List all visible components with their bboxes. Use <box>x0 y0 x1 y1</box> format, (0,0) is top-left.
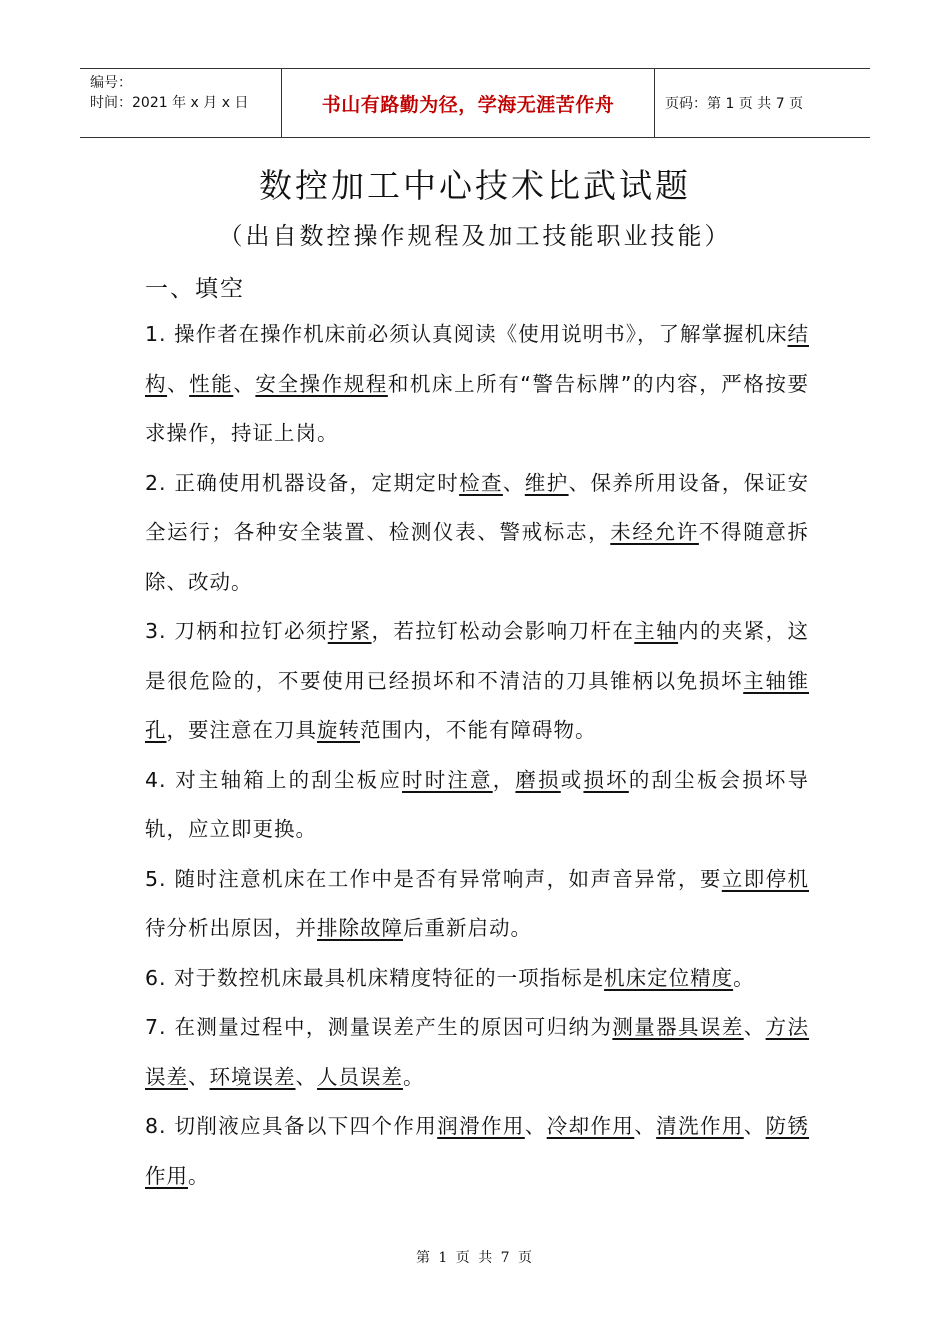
question-text: 范围内，不能有障碍物。 <box>360 718 597 742</box>
question-text: 、保养所用设备，保证安全运行；各种安全装置、检测仪表、警戒标志， <box>145 470 810 544</box>
header-time-label: 时间：2021 年 x 月 x 日 <box>90 95 249 111</box>
answer-blank: 拧紧 <box>327 619 372 643</box>
answer-blank: 主轴锥孔 <box>145 668 810 742</box>
question-text: 7. 在测量过程中，测量误差产生的原因可归纳为 <box>145 1015 613 1039</box>
question-text: 不得随意拆除、改动。 <box>145 520 810 594</box>
question-text: 的刮尘板会损坏导轨，应立即更换。 <box>145 767 810 841</box>
header-page-label: 页码：第 1 页 共 7 页 <box>665 96 804 112</box>
question-text: 、 <box>743 1114 766 1138</box>
section-heading: 一、填空 <box>145 276 245 302</box>
answer-blank: 性能 <box>189 371 234 396</box>
answer-blank: 未经允许 <box>610 520 699 544</box>
question-text: 5. 随时注意机床在工作中是否有异常响声，如声音异常，要 <box>145 866 722 891</box>
document-subtitle: （出自数控操作规程及加工技能职业技能） <box>218 222 732 250</box>
answer-blank: 排除故障 <box>317 916 403 940</box>
answer-blank: 时时注意 <box>402 767 493 792</box>
page-header <box>80 68 870 138</box>
question-text: 、 <box>524 1114 547 1138</box>
document-title: 数控加工中心技术比武试题 <box>259 166 691 205</box>
answer-blank: 润滑作用 <box>437 1114 525 1138</box>
question-text: 后重新启动。 <box>403 916 532 940</box>
answer-blank: 机床定位精度 <box>604 965 734 990</box>
answer-blank: 方法误差 <box>145 1015 810 1089</box>
question-text: 、 <box>233 371 256 396</box>
question-text: 3. 刀柄和拉钉必须 <box>145 619 328 643</box>
header-motto-cell <box>282 69 655 137</box>
question-text: ， <box>492 767 516 792</box>
header-code-label: 编号： <box>90 75 132 91</box>
question-text: 2. 正确使用机器设备，定期定时 <box>145 470 460 495</box>
question-text: 、 <box>295 1064 317 1089</box>
question-text: 1. 操作者在操作机床前必须认真阅读《使用说明书》，了解掌握机床 <box>145 322 788 346</box>
question-item <box>145 855 809 954</box>
question-text: ，若拉钉松动会影响刀杆在 <box>371 619 635 643</box>
question-list <box>145 310 809 1201</box>
question-text: 或 <box>560 767 584 792</box>
question-text: 6. 对于数控机床最具机床精度特征的一项指标是 <box>145 965 605 990</box>
question-text: 。 <box>188 1163 210 1188</box>
question-text: 、 <box>502 470 525 495</box>
answer-blank: 磨损 <box>515 767 561 792</box>
answer-blank: 冷却作用 <box>546 1114 635 1138</box>
answer-blank: 测量器具误差 <box>612 1015 744 1039</box>
question-item <box>145 954 809 1004</box>
answer-blank: 维护 <box>524 470 569 495</box>
question-text: 和机床上所有“警告标牌”的内容，严格按要求操作，持证上岗。 <box>145 371 810 445</box>
question-text: 、 <box>167 371 190 396</box>
answer-blank: 主轴 <box>634 619 679 643</box>
answer-blank: 旋转 <box>317 718 360 742</box>
question-text: 、 <box>634 1114 657 1138</box>
header-motto: 书山有路勤为径，学海无涯苦作舟 <box>321 93 615 116</box>
answer-blank: 损坏 <box>583 767 629 792</box>
header-page-cell <box>655 69 870 137</box>
question-item <box>145 459 809 608</box>
question-text: ，要注意在刀具 <box>166 718 317 742</box>
answer-blank: 立即停机 <box>721 866 810 891</box>
question-text: 内的夹紧，这是很危险的，不要使用已经损坏和不清洁的刀具锥柄以免损坏 <box>145 619 810 693</box>
question-item <box>145 1102 809 1201</box>
question-text: 4. 对主轴箱上的刮尘板应 <box>145 767 403 792</box>
question-text: 8. 切削液应具备以下四个作用 <box>145 1114 438 1138</box>
question-item <box>145 310 809 459</box>
answer-blank: 安全操作规程 <box>255 371 388 396</box>
question-text: 、 <box>188 1064 210 1089</box>
question-item <box>145 1003 809 1102</box>
answer-blank: 人员误差 <box>317 1064 403 1089</box>
question-item <box>145 607 809 756</box>
answer-blank: 环境误差 <box>209 1064 296 1089</box>
question-text: 待分析出原因，并 <box>145 916 317 940</box>
question-text: 、 <box>743 1015 766 1039</box>
question-item <box>145 756 809 855</box>
answer-blank: 防锈作用 <box>145 1114 810 1188</box>
answer-blank: 结构 <box>145 322 809 396</box>
question-text: 。 <box>403 1064 425 1089</box>
page-footer: 第 1 页 共 7 页 <box>415 1250 535 1266</box>
question-text: 。 <box>733 965 755 990</box>
answer-blank: 清洗作用 <box>656 1114 744 1138</box>
header-meta <box>80 69 282 137</box>
answer-blank: 检查 <box>459 470 503 495</box>
